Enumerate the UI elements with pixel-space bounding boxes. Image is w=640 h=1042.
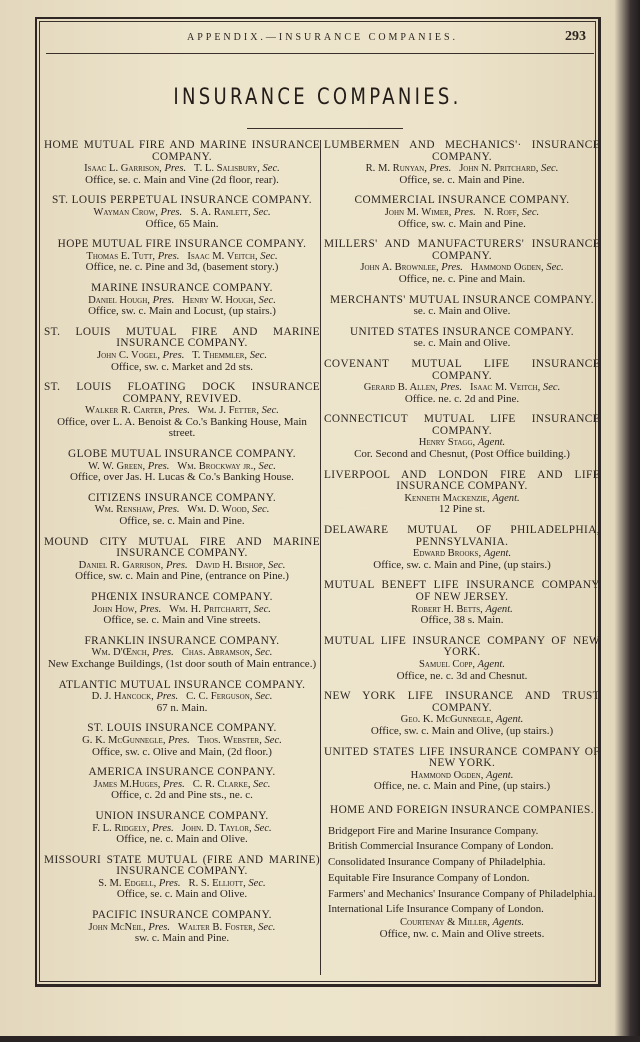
foreign-company-item: British Commercial Insurance Company of London. <box>328 840 554 853</box>
home-foreign-title: HOME AND FOREIGN INSURANCE COMPANIES. <box>330 803 594 816</box>
agent-role: Agent. <box>477 658 505 670</box>
company-name: UNITED STATES LIFE INSURANCE COMPANY OF NEW YORK. <box>324 745 600 770</box>
company-address: Office, se. c. Main and Olive. <box>116 888 248 901</box>
running-head-title: APPENDIX.—INSURANCE COMPANIES. <box>186 32 459 43</box>
president-name: Thomas E. Tutt <box>86 250 153 262</box>
company-name: MILLERS' AND MANUFACTURERS' INSURANCE COMPANY. <box>324 238 600 262</box>
secretary-role: Sec. <box>248 877 266 889</box>
company-name: ST. LOUIS MUTUAL FIRE AND MARINE INSURANCE COMPANY. <box>44 325 320 350</box>
agent-role: Agent. <box>485 603 513 615</box>
company-entry <box>44 767 320 802</box>
secretary-role: Sec. <box>252 504 270 516</box>
company-entry <box>44 636 320 671</box>
secretary-name: T. L. Salisbury <box>193 163 258 175</box>
president-role: Pres. <box>441 262 463 274</box>
secretary-name: Wm. J. Fetter <box>197 405 257 417</box>
company-address: Office, over L. A. Benoist & Co.'s Banking House, Main street. <box>57 415 307 440</box>
company-address: New Exchange Buildings, (1st door south of Main entrance.) <box>47 657 317 670</box>
company-name: COMMERCIAL INSURANCE COMPANY. <box>354 194 570 207</box>
page-title: INSURANCE COMPANIES. <box>173 85 462 110</box>
secretary-name: Chas. Abramson <box>181 647 250 659</box>
secretary-role: Sec. <box>255 691 273 703</box>
president-role: Pres. <box>429 163 452 175</box>
right-column <box>324 140 600 949</box>
secretary-name: John. D. Taylor <box>181 822 250 834</box>
company-officers: Isaac L. Garrison, Pres. T. L. Salisbury, Sec. <box>84 163 280 175</box>
agent-role: Agent. <box>486 769 514 781</box>
company-name: MOUND CITY MUTUAL FIRE AND MARINE INSURANCE COMPANY. <box>44 535 320 560</box>
foreign-company-item: Equitable Fire Insurance Company of London. <box>328 871 530 884</box>
secretary-role: Sec. <box>261 405 279 417</box>
company-address: Office, se. c. Main and Vine streets. <box>103 614 261 627</box>
company-officers: G. K. McGunnegle, Pres. Thos. Webster, Sec. <box>82 734 282 746</box>
secretary-name: Wm. Brockway jr. <box>177 460 254 472</box>
secretary-name: C. R. Clarke <box>192 778 248 790</box>
secretary-name: Isaac M. Veitch <box>187 250 255 262</box>
company-entry <box>324 414 600 460</box>
company-officers: Samuel Copp, Agent. <box>419 658 505 670</box>
company-address: Office, over Jas. H. Lucas & Co.'s Banking House. <box>70 471 294 484</box>
agent-name: Edward Brooks <box>412 548 479 560</box>
president-role: Pres. <box>164 163 187 175</box>
company-entry <box>324 195 600 230</box>
secretary-name: R. S. Elliott <box>188 877 244 889</box>
president-name: Gerard B. Allen <box>363 382 436 394</box>
company-address: Office, ne. c. Main and Pine, (up stairs.) <box>373 780 551 793</box>
foreign-company-item: Bridgeport Fire and Marine Insurance Company. <box>328 824 539 837</box>
home-foreign-list <box>324 826 600 917</box>
company-entry <box>324 747 600 793</box>
president-name: John McNeil <box>88 921 144 933</box>
company-entry <box>324 580 600 626</box>
president-role: Pres. <box>148 921 171 933</box>
company-address: Office, sw. c. Market and 2d sts. <box>110 360 254 373</box>
company-name: MERCHANTS' MUTUAL INSURANCE COMPANY. <box>330 293 594 306</box>
company-officers: Edward Brooks, Agent. <box>412 548 512 560</box>
secretary-name: John N. Pritchard <box>459 163 536 175</box>
company-officers: Daniel R. Garrison, Pres. David H. Bishop, Sec. <box>78 559 286 571</box>
president-role: Pres. <box>168 405 190 417</box>
secretary-name: Wm. D. Wood <box>187 504 247 516</box>
company-address: Office, sw. c. Main and Olive, (up stairs.) <box>370 724 554 737</box>
company-name: PACIFIC INSURANCE COMPANY. <box>92 909 272 922</box>
foreign-company-item: Consolidated Insurance Company of Philadelphia. <box>328 856 546 869</box>
company-entry <box>324 636 600 682</box>
agent-role: Agent. <box>483 548 512 560</box>
president-name: F. L. Ridgely <box>92 822 147 834</box>
company-officers: Daniel Hough, Pres. Henry W. Hough, Sec. <box>88 294 276 306</box>
company-address: Office, ne. c. 3d and Chesnut. <box>396 669 528 682</box>
secretary-role: Sec. <box>262 163 280 175</box>
company-entry <box>44 910 320 945</box>
company-name: UNITED STATES INSURANCE COMPANY. <box>349 325 575 338</box>
company-officers: Walker R. Carter, Pres. Wm. J. Fetter, Sec. <box>85 405 279 417</box>
agent-role: Agents. <box>492 917 525 929</box>
president-role: Pres. <box>152 822 174 834</box>
agent-name: Robert H. Betts <box>411 603 481 615</box>
president-name: S. M. Edgell <box>98 877 154 889</box>
company-address: Office, sw. c. Main and Pine, (entrance on Pine.) <box>75 570 289 583</box>
company-address: sw. c. Main and Pine. <box>134 932 230 945</box>
secretary-role: Sec. <box>542 382 561 394</box>
company-officers: D. J. Hancock, Pres. C. C. Ferguson, Sec. <box>91 691 273 703</box>
president-name: Wm. Renshaw <box>94 504 153 516</box>
company-entry <box>324 327 600 350</box>
header-rule <box>46 53 594 54</box>
company-entry <box>44 493 320 528</box>
company-officers: S. M. Edgell, Pres. R. S. Elliott, Sec. <box>98 877 266 889</box>
company-address: Office, sw. c. Olive and Main, (2d floor.) <box>92 745 272 758</box>
company-name: NEW YORK LIFE INSURANCE AND TRUST COMPANY. <box>324 690 600 714</box>
secretary-role: Sec. <box>253 206 271 218</box>
secretary-role: Sec. <box>260 250 278 262</box>
company-address: se. c. Main and Olive. <box>413 337 511 350</box>
company-name: AMERICA INSURANCE CONPANY. <box>88 766 276 779</box>
company-name: LUMBERMEN AND MECHANICS'· INSURANCE COMPANY. <box>324 139 600 163</box>
home-foreign-address: Office, nw. c. Main and Olive streets. <box>379 927 545 940</box>
president-role: Pres. <box>158 877 181 889</box>
president-name: John C. Vogel <box>96 349 158 361</box>
president-role: Pres. <box>139 603 162 615</box>
agent-role: Agent. <box>477 437 506 449</box>
president-name: James M.Huges <box>93 778 158 790</box>
secretary-name: Isaac M. Veitch <box>469 382 538 394</box>
president-name: R. M. Runyan <box>365 163 425 175</box>
company-officers: John C. Vogel, Pres. T. Themmler, Sec. <box>96 349 268 361</box>
secretary-name: Wm. H. Pritchartt <box>169 603 249 615</box>
company-officers: John How, Pres. Wm. H. Pritchartt, Sec. <box>93 603 271 615</box>
president-role: Pres. <box>168 734 190 746</box>
secretary-name: T. Themmler <box>192 349 245 361</box>
company-address: Office, ne. c. Pine and 3d, (basement story.) <box>85 261 279 274</box>
company-name: HOME MUTUAL FIRE AND MARINE INSURANCE COMPANY. <box>44 139 320 163</box>
president-role: Pres. <box>440 382 463 394</box>
company-name: ST. LOUIS PERPETUAL INSURANCE COMPANY. <box>51 194 312 207</box>
secretary-role: Sec. <box>264 734 282 746</box>
president-role: Pres. <box>152 294 175 306</box>
president-role: Pres. <box>163 778 185 790</box>
company-address: Office, sw. c. Main and Locust, (up stairs.) <box>88 305 276 318</box>
company-entry <box>324 470 600 516</box>
president-role: Pres. <box>156 691 179 703</box>
secretary-role: Sec. <box>546 262 564 274</box>
company-entry <box>324 239 600 285</box>
company-address: Office, sw. c. Main and Pine. <box>398 217 526 230</box>
page-number: 293 <box>565 29 586 44</box>
column-divider <box>320 140 321 975</box>
company-officers: Wayman Crow, Pres. S. A. Ranlett, Sec. <box>93 206 271 218</box>
company-name: LIVERPOOL AND LONDON FIRE AND LIFE INSURANCE COMPANY. <box>324 468 600 493</box>
company-officers: Geo. K. McGunnegle, Agent. <box>400 714 524 726</box>
company-name: MUTUAL LIFE INSURANCE COMPANY OF NEW YORK. <box>324 634 600 659</box>
company-officers: R. M. Runyan, Pres. John N. Pritchard, Sec. <box>365 163 559 175</box>
company-entry <box>44 592 320 627</box>
president-role: Pres. <box>165 559 188 571</box>
secretary-name: Hammond Ogden <box>470 262 541 274</box>
foreign-company-item: International Life Insurance Company of London. <box>328 903 544 916</box>
company-entry <box>324 140 600 186</box>
company-entry <box>44 537 320 583</box>
company-officers: Kenneth Mackenzie, Agent. <box>404 492 520 504</box>
company-entry <box>44 283 320 318</box>
company-address: Office, ne. c. Main and Olive. <box>116 833 248 846</box>
company-address: Office, c. 2d and Pine sts., ne. c. <box>111 789 253 802</box>
president-name: D. J. Hancock <box>91 691 152 703</box>
company-address: Office, se. c. Main and Pine. <box>119 515 245 528</box>
company-entry <box>44 195 320 230</box>
secretary-name: S. A. Ranlett <box>190 206 248 218</box>
running-head <box>46 31 591 47</box>
agent-name: Henry Stagg <box>418 437 473 449</box>
company-officers: Henry Stagg, Agent. <box>418 437 506 449</box>
agent-name: Geo. K. McGunnegle <box>400 714 491 726</box>
secretary-name: Thos. Webster <box>197 734 260 746</box>
company-officers: Hammond Ogden, Agent. <box>410 769 514 781</box>
company-officers: F. L. Ridgely, Pres. John. D. Taylor, Sec. <box>92 822 272 834</box>
secretary-role: Sec. <box>258 460 276 472</box>
company-name: HOPE MUTUAL FIRE INSURANCE COMPANY. <box>57 238 307 251</box>
president-name: W. W. Green <box>88 460 143 472</box>
president-name: Walker R. Carter <box>85 405 163 417</box>
company-name: CONNECTICUT MUTUAL LIFE INSURANCE COMPANY. <box>324 413 600 437</box>
company-address: Office, se. c. Main and Pine. <box>399 173 525 186</box>
president-role: Pres. <box>162 349 185 361</box>
company-address: Office, 65 Main. <box>145 217 219 230</box>
president-role: Pres. <box>454 206 476 218</box>
company-name: DELAWARE MUTUAL OF PHILADELPHIA, PENNSYLVANIA. <box>324 524 600 548</box>
left-column <box>44 140 320 954</box>
president-role: Pres. <box>147 460 170 472</box>
agent-role: Agent. <box>492 492 520 504</box>
agent-name: Hammond Ogden <box>410 769 481 781</box>
company-name: ST. LOUIS INSURANCE COMPANY. <box>87 722 277 735</box>
company-address: Office, ne. c. Pine and Main. <box>398 272 526 285</box>
company-entry <box>324 295 600 318</box>
company-officers: W. W. Green, Pres. Wm. Brockway jr., Sec. <box>88 460 276 472</box>
company-name: UNION INSURANCE COMPANY. <box>95 809 269 822</box>
company-entry <box>44 382 320 440</box>
president-name: Wayman Crow <box>93 206 156 218</box>
right-column-entries <box>324 140 600 793</box>
home-foreign-agents: Courtenay & Miller, Agents. <box>399 917 525 929</box>
company-entry <box>44 239 320 274</box>
page-edge-shadow <box>0 1036 640 1042</box>
secretary-role: Sec. <box>254 822 272 834</box>
agent-role: Agent. <box>495 714 524 726</box>
secretary-role: Sec. <box>541 163 559 175</box>
president-name: John M. Wimer <box>384 206 449 218</box>
secretary-role: Sec. <box>249 349 268 361</box>
secretary-role: Sec. <box>255 647 273 659</box>
company-entry <box>324 525 600 571</box>
foreign-company-item: Farmers' and Mechanics' Insurance Company of Philadelphia. <box>328 887 596 900</box>
company-officers: John A. Brownlee, Pres. Hammond Ogden, Sec. <box>360 262 564 274</box>
secretary-name: Walter B. Foster <box>177 921 253 933</box>
company-address: Office, se. c. Main and Vine (2d floor, rear). <box>85 173 279 186</box>
company-name: FRANKLIN INSURANCE COMPANY. <box>84 634 280 647</box>
company-officers: Thomas E. Tutt, Pres. Isaac M. Veitch, Sec. <box>86 250 278 262</box>
company-entry <box>44 680 320 715</box>
president-role: Pres. <box>157 504 180 516</box>
company-entry <box>324 691 600 737</box>
company-address: Cor. Second and Chesnut, (Post Office building.) <box>354 448 570 461</box>
company-entry <box>44 449 320 484</box>
company-address: Office, sw. c. Main and Pine, (up stairs.) <box>373 558 551 571</box>
company-officers: John McNeil, Pres. Walter B. Foster, Sec. <box>88 921 276 933</box>
secretary-role: Sec. <box>258 294 276 306</box>
company-officers: Wm. D'Œnch, Pres. Chas. Abramson, Sec. <box>91 647 273 659</box>
agent-name: Courtenay & Miller <box>399 917 488 929</box>
president-name: John A. Brownlee <box>360 262 436 274</box>
company-name: ST. LOUIS FLOATING DOCK INSURANCE COMPANY, REVIVED. <box>44 381 320 405</box>
agent-name: Samuel Copp <box>419 658 473 670</box>
title-rule <box>247 128 403 129</box>
president-name: John How <box>93 603 135 615</box>
company-officers: Gerard B. Allen, Pres. Isaac M. Veitch, Sec. <box>363 382 561 394</box>
secretary-role: Sec. <box>253 778 271 790</box>
company-name: PHŒNIX INSURANCE COMPANY. <box>91 591 273 603</box>
company-address: 12 Pine st. <box>438 503 486 516</box>
company-entry <box>44 327 320 373</box>
company-name: MISSOURI STATE MUTUAL (FIRE AND MARINE) INSURANCE COMPANY. <box>44 853 320 878</box>
secretary-role: Sec. <box>258 921 276 933</box>
company-entry <box>44 811 320 846</box>
company-address: Office. ne. c. 2d and Pine. <box>404 392 520 405</box>
company-name: MUTUAL BENEFT LIFE INSURANCE COMPANY OF NEW JERSEY. <box>324 579 600 603</box>
company-address: 67 n. Main. <box>156 701 208 714</box>
president-name: Isaac L. Garrison <box>84 163 160 175</box>
company-officers: Robert H. Betts, Agent. <box>411 603 513 615</box>
president-role: Pres. <box>160 206 183 218</box>
secretary-role: Sec. <box>253 603 271 615</box>
company-officers: James M.Huges, Pres. C. R. Clarke, Sec. <box>93 778 271 790</box>
home-foreign-section <box>324 805 600 817</box>
secretary-role: Sec. <box>521 206 540 218</box>
president-role: Pres. <box>152 647 174 659</box>
secretary-name: C. C. Ferguson <box>186 691 250 703</box>
secretary-name: Henry W. Hough <box>182 294 254 306</box>
company-address: Office, 38 s. Main. <box>420 614 504 627</box>
secretary-role: Sec. <box>268 559 286 571</box>
president-name: Daniel R. Garrison <box>78 559 161 571</box>
president-name: Wm. D'Œnch <box>91 647 147 659</box>
company-entry <box>44 855 320 901</box>
company-entry <box>44 140 320 186</box>
secretary-name: N. Roff <box>483 206 517 218</box>
company-entry <box>44 723 320 758</box>
president-name: G. K. McGunnegle <box>82 734 163 746</box>
agent-name: Kenneth Mackenzie <box>404 492 488 504</box>
president-role: Pres. <box>157 250 180 262</box>
president-name: Daniel Hough <box>88 294 148 306</box>
home-foreign-agents-block <box>324 917 600 940</box>
company-name: COVENANT MUTUAL LIFE INSURANCE COMPANY. <box>324 357 600 382</box>
company-address: se. c. Main and Olive. <box>413 305 511 318</box>
company-officers: Wm. Renshaw, Pres. Wm. D. Wood, Sec. <box>94 504 270 516</box>
company-entry <box>324 359 600 405</box>
company-name: MARINE INSURANCE COMPANY. <box>91 281 273 294</box>
company-name: ATLANTIC MUTUAL INSURANCE COMPANY. <box>58 678 306 691</box>
company-name: CITIZENS INSURANCE COMPANY. <box>87 491 277 504</box>
secretary-name: David H. Bishop <box>195 559 263 571</box>
company-officers: John M. Wimer, Pres. N. Roff, Sec. <box>384 206 540 218</box>
company-name: GLOBE MUTUAL INSURANCE COMPANY. <box>68 448 296 461</box>
